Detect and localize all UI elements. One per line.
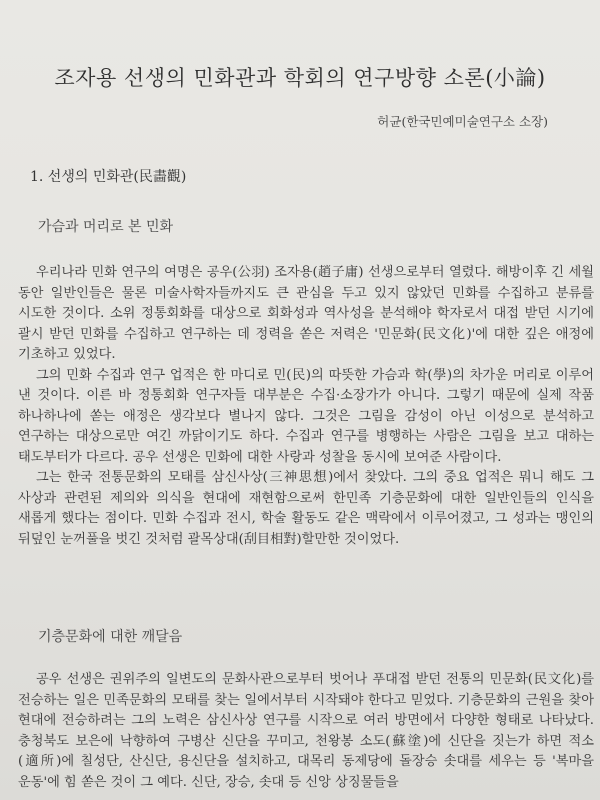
- subsection-heading-2: 기층문화에 대한 깨달음: [38, 629, 183, 645]
- subsection-heading-1: 가슴과 머리로 본 민화: [38, 219, 174, 235]
- paragraph-1: 우리나라 민화 연구의 여명은 공우(公羽) 조자용(趙子庸) 선생으로부터 열렸다. 해방이후 긴 세월 동안 일반인들은 물론 미술사학자들까지도 큰 관심을 두고 있지 않았던 민화를 수집하고 분류를 시도한 것이다. 소위 정통회화를 대상으로 회화성과 역사성을 분석해야 학자로서 대접 받던 시기에 괄시 받던 민화를 수집하고 연구하는 데 정력을 쏟은 저력은 '민문화(民文化)'에 대한 깊은 애정에 기초하고 있었다.: [18, 265, 594, 362]
- author-line: 허균(한국민예미술연구소 소장): [377, 114, 548, 129]
- paragraph-4: 공우 선생은 권위주의 일변도의 문화사관으로부터 벗어나 푸대접 받던 전통의 민문화(民文化)를 전승하는 일은 민족문화의 모태를 찾는 일에서부터 시작돼야 한다고 믿었다. 기층문화의 근원을 찾아 현대에 전승하려는 그의 노력은 삼신사상 연구를 시작으로 여러 방면에서 다양한 형태로 나타났다. 충청북도 보은에 낙향하여 구병산 신단을 꾸미고, 천왕봉 소도(蘇塗)에 신단을 짓는가 하면 적소(適所)에 칠성단, 산신단, 용신단을 설치하고, 대목리 동제당에 돌장승 솟대를 세우는 등 '복마을 운동'에 힘 쏟은 것이 그 예다. 신단, 장승, 솟대 등 신앙 상징물들을: [18, 672, 594, 790]
- section1-body: [18, 263, 594, 550]
- document-title: 조자용 선생의 민화관과 학회의 연구방향 소론(小論): [54, 66, 546, 90]
- section2-body: [18, 670, 594, 793]
- paragraph-3: 그는 한국 전통문화의 모태를 삼신사상(三神思想)에서 찾았다. 그의 중요 업적은 뭐니 해도 그 사상과 관련된 제의와 의식을 현대에 재현함으로써 한민족 기층문화에 대한 일반인들의 인식을 새롭게 했다는 점이다. 민화 수집과 전시, 학술 활동도 같은 맥락에서 이루어졌고, 그 성과는 맹인의 뒤덮인 눈꺼풀을 벗긴 것처럼 괄목상대(刮目相對)할만한 것이었다.: [18, 470, 594, 547]
- section-heading-1: 1. 선생의 민화관(民畵觀): [30, 169, 187, 185]
- paragraph-2: 그의 민화 수집과 연구 업적은 한 마디로 민(民)의 따뜻한 가슴과 학(學)의 차가운 머리로 이루어 낸 것이다. 이른 바 정통회화 연구자들 대부분은 수집·소장가가 아니다. 그렇기 때문에 실제 작품 하나하나에 쏟는 애정은 생각보다 별나지 않다. 그것은 그림을 감성이 아닌 이성으로 분석하고 연구하는 대상으로만 여긴 까닭이기도 하다. 수집과 연구를 병행하는 사람은 그림을 보고 대하는 태도부터가 다르다. 공우 선생은 민화에 대한 사랑과 성찰을 동시에 보여준 사람이다.: [18, 367, 594, 465]
